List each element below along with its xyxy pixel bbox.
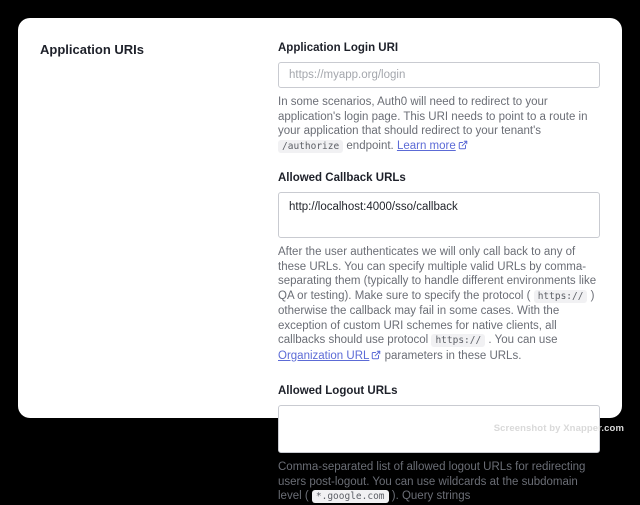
learn-more-link-label: Learn more xyxy=(396,139,456,152)
authorize-endpoint-chip: /authorize xyxy=(278,140,343,153)
settings-section-header xyxy=(40,42,278,394)
description-text: Comma-separated list of allowed logout URLs for redirecting users post-logout. You can use wildcards at the subdomain level ( xyxy=(278,461,586,502)
external-link-icon[interactable] xyxy=(458,140,468,150)
allowed-callback-urls-label: Allowed Callback URLs xyxy=(278,172,406,184)
allowed-logout-urls-label: Allowed Logout URLs xyxy=(278,385,398,397)
description-text: After the user authenticates we will only call back to any of these URLs. You can specify multiple valid URLs by comma-separating them (typically to handle different environments like QA or testing). Make sure to specify the protocol ( xyxy=(278,246,597,302)
logout-urls-description xyxy=(278,460,600,505)
application-login-uri-label: Application Login URI xyxy=(278,42,399,54)
page-title: Application URIs xyxy=(40,42,145,57)
organization-url-link[interactable] xyxy=(278,350,381,362)
application-login-uri-input[interactable] xyxy=(278,62,600,88)
external-link-icon[interactable] xyxy=(371,350,381,360)
organization-url-link-label: Organization URL xyxy=(278,349,370,362)
wildcard-domain-chip: *.google.com xyxy=(312,490,389,503)
description-text: In some scenarios, Auth0 will need to redirect to your application's login page. This URI needs to point to a route in your application that should redirect to your tenant's xyxy=(278,96,588,137)
description-text: ). Query strings xyxy=(391,490,471,502)
https-protocol-chip: https:// xyxy=(431,334,485,347)
callback-urls-section xyxy=(278,172,600,363)
description-text: ) otherwise the callback may fail in some cases. With the exception of custom URI schemes for native clients, all callbacks should use protocol xyxy=(278,289,595,346)
https-protocol-chip: https:// xyxy=(534,290,588,303)
login-uri-section xyxy=(278,42,600,154)
description-text: . You can use xyxy=(488,334,558,346)
login-uri-description xyxy=(278,95,600,154)
callback-urls-description xyxy=(278,245,600,363)
learn-more-link[interactable] xyxy=(397,140,468,152)
xnapper-watermark: Screenshot by Xnapper.com xyxy=(493,423,624,434)
description-text: endpoint. xyxy=(346,139,394,152)
logout-urls-section xyxy=(278,385,600,505)
description-text: parameters in these URLs. xyxy=(384,349,522,362)
allowed-callback-urls-textarea[interactable] xyxy=(278,192,600,238)
